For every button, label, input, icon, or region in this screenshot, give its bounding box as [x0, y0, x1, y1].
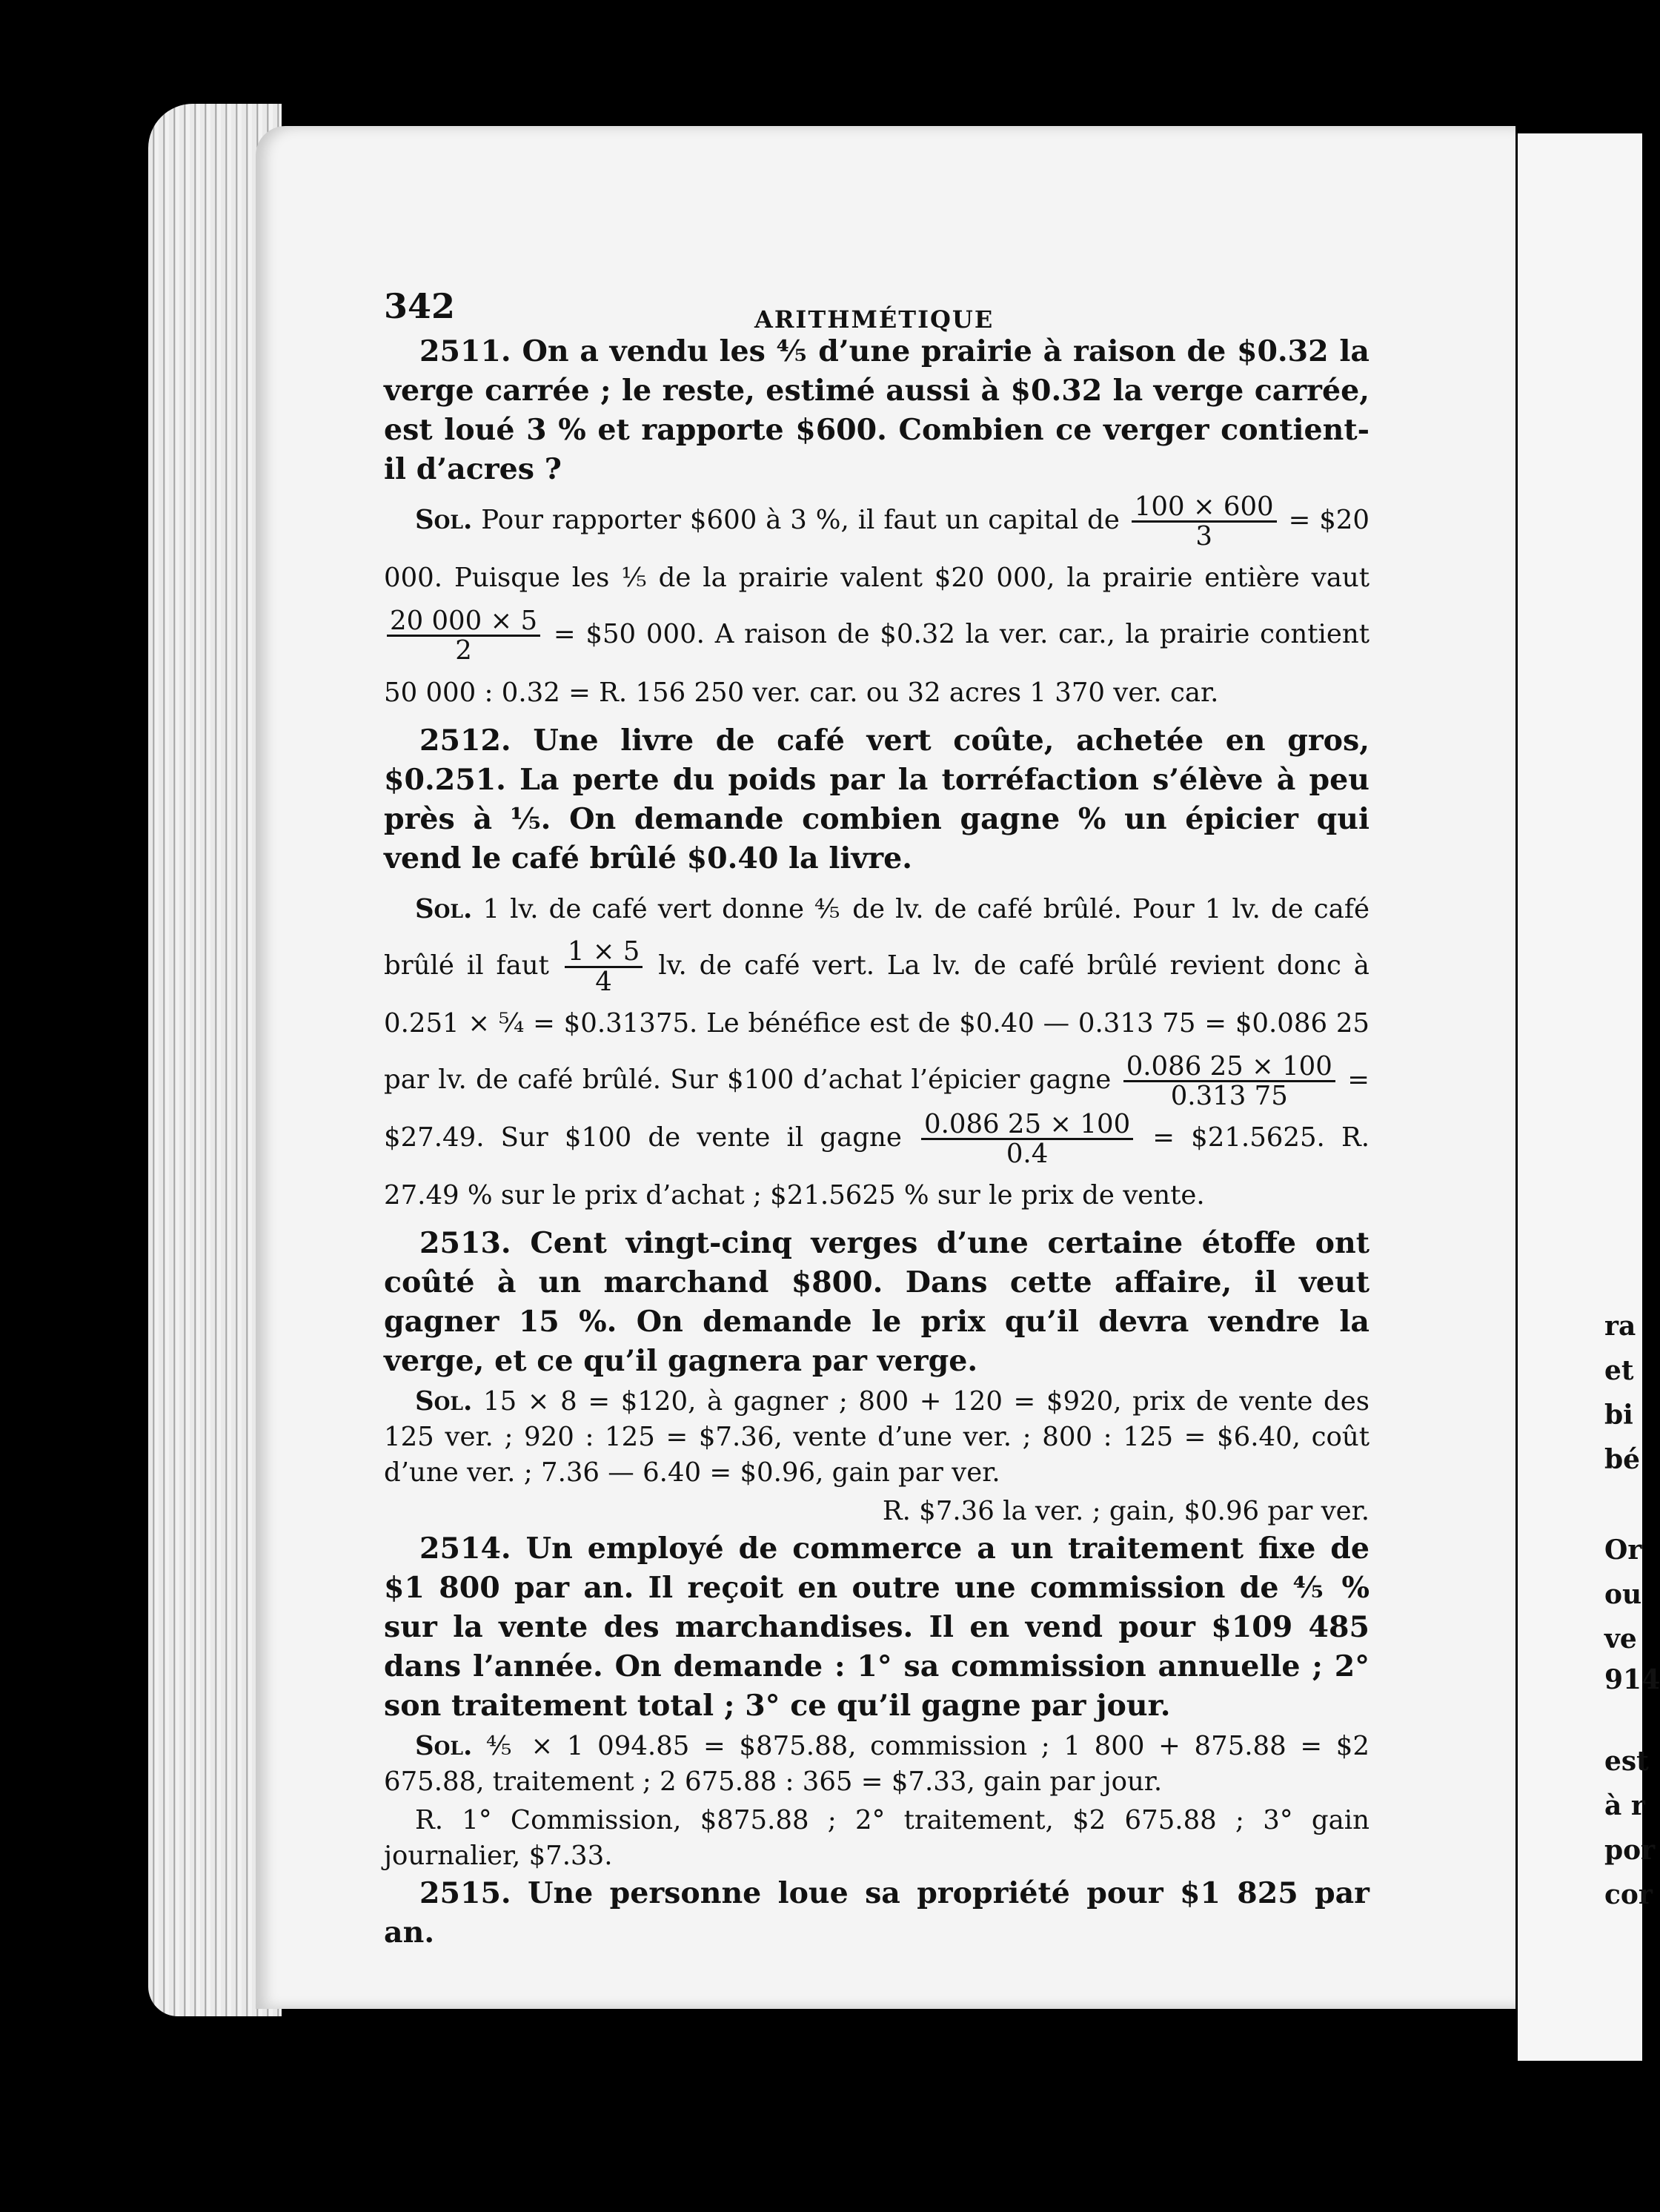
- solution-label: Sol.: [415, 505, 473, 535]
- next-page-fragment: bi: [1604, 1400, 1633, 1431]
- page-number: 342: [384, 286, 456, 326]
- fraction-numerator: 0.086 25 × 100: [921, 1110, 1133, 1140]
- problem-text: Cent vingt-cinq verges d’une certaine étoffe ont coûté à un marchand $800. Dans cette affaire, il veut gagner 15 %. On demande le prix qu’il devra vendre la verge, et ce qu’il gagnera par verge.: [384, 1226, 1370, 1379]
- solution-2514: [384, 1729, 1370, 1800]
- problem-number: 2513.: [419, 1226, 511, 1261]
- solution-text: = $20 000. Puisque les ⅕ de la prairie valent $20 000, la prairie entière vaut: [384, 505, 1370, 594]
- fraction-denominator: 2: [455, 635, 472, 666]
- fraction: [565, 938, 643, 996]
- solution-2511: [384, 492, 1370, 721]
- problem-text: Un employé de commerce a un traitement fixe de $1 800 par an. Il reçoit en outre une commission de ⅘ % sur la vente des marchandises. Il en vend pour $109 485 dans l’année. On demande : 1° sa commission annuelle ; 2° son traitement total ; 3° ce qu’il gagne par jour.: [384, 1531, 1370, 1723]
- solution-text: = $27.49. Sur $100 de vente il gagne: [384, 1064, 1370, 1153]
- fraction: [387, 607, 540, 665]
- next-page-fragment: ve: [1604, 1623, 1637, 1655]
- fraction-numerator: 0.086 25 × 100: [1123, 1053, 1335, 1082]
- fraction-denominator: 0.4: [1006, 1139, 1049, 1170]
- solution-text: lv. de café vert. La lv. de café brûlé revient donc à 0.251 × ⁵⁄₄ = $0.31375. Le bénéfice est de $0.40 — 0.313 75 = $0.086 25 par lv. de café brûlé. Sur $100 d’achat l’épicier gagne: [384, 950, 1370, 1095]
- answer-2514: R. 1° Commission, $875.88 ; 2° traitement, $2 675.88 ; 3° gain journalier, $7.33.: [384, 1805, 1370, 1872]
- problem-2511: [384, 332, 1370, 489]
- fraction-numerator: 1 × 5: [565, 938, 643, 967]
- solution-2512: [384, 881, 1370, 1225]
- solution-text: = $21.5625. R. 27.49 % sur le prix d’achat ; $21.5625 % sur le prix de vente.: [384, 1122, 1370, 1211]
- problem-2514: [384, 1529, 1370, 1726]
- fraction: [1123, 1050, 1335, 1111]
- fraction-denominator: 3: [1195, 521, 1213, 552]
- next-page-fragment: ra: [1604, 1311, 1636, 1342]
- problem-text: On a vendu les ⅘ d’une prairie à raison de $0.32 la verge carrée ; le reste, estimé aussi à $0.32 la verge carrée, est loué 3 % et rapporte $600. Combien ce verger contient-il d’acres ?: [384, 334, 1370, 486]
- next-page-fragment: à r: [1604, 1790, 1645, 1821]
- next-page-fragment: por: [1604, 1835, 1656, 1866]
- problem-number: 2512.: [419, 723, 511, 758]
- running-title: ARITHMÉTIQUE: [754, 305, 995, 334]
- solution-text: 15 × 8 = $120, à gagner ; 800 + 120 = $920, prix de vente des 125 ver. ; 920 : 125 = $7.36, vente d’une ver. ; 800 : 125 = $6.40, coût d’une ver. ; 7.36 — 6.40 = $0.96, gain par ver.: [384, 1386, 1370, 1489]
- fraction-denominator: 0.313 75: [1170, 1080, 1288, 1111]
- next-page-fragment: 914: [1604, 1664, 1660, 1695]
- solution-text: ⅘ × 1 094.85 = $875.88, commission ; 1 800 + 875.88 = $2 675.88, traitement ; 2 675.88 : 365 = $7.33, gain par jour.: [384, 1731, 1370, 1798]
- solution-label: Sol.: [415, 1386, 473, 1417]
- fraction-numerator: 20 000 × 5: [387, 607, 540, 637]
- problem-number: 2511.: [419, 334, 511, 368]
- next-page-fragment: est: [1604, 1746, 1649, 1777]
- next-page-fragment: ou: [1604, 1579, 1642, 1610]
- next-page-fragment: Or: [1604, 1534, 1642, 1566]
- problem-text: Une personne loue sa propriété pour $1 825 par an.: [384, 1876, 1370, 1950]
- problem-2515: [384, 1874, 1370, 1953]
- problem-2513: [384, 1224, 1370, 1381]
- solution-text: 1 lv. de café vert donne ⅘ de lv. de café brûlé. Pour 1 lv. de café brûlé il faut: [384, 893, 1370, 981]
- page-header: [384, 286, 1370, 332]
- fraction: [921, 1110, 1133, 1168]
- page-content: [384, 286, 1370, 1953]
- solution-label: Sol.: [415, 893, 473, 924]
- next-page-fragment: cor: [1604, 1879, 1653, 1910]
- problem-number: 2514.: [419, 1531, 511, 1566]
- fraction: [1132, 493, 1277, 551]
- problem-number: 2515.: [419, 1876, 511, 1911]
- solution-text: = $50 000. A raison de $0.32 la ver. car., la prairie contient 50 000 : 0.32 = R. 156 250 ver. car. ou 32 acres 1 370 ver. car.: [384, 619, 1370, 708]
- problem-text: Une livre de café vert coûte, achetée en gros, $0.251. La perte du poids par la torréfaction s’élève à peu près à ⅕. On demande combien gagne % un épicier qui vend le café brûlé $0.40 la livre.: [384, 723, 1370, 875]
- solution-label: Sol.: [415, 1731, 473, 1762]
- fraction-denominator: 4: [595, 966, 612, 997]
- solution-2513: [384, 1384, 1370, 1491]
- answer-2513: R. $7.36 la ver. ; gain, $0.96 par ver.: [882, 1496, 1370, 1527]
- next-page-fragment: bé: [1604, 1444, 1641, 1475]
- problem-2512: [384, 721, 1370, 878]
- fraction-numerator: 100 × 600: [1132, 493, 1277, 523]
- solution-text: Pour rapporter $600 à 3 %, il faut un capital de: [481, 505, 1120, 535]
- next-page-fragment: et: [1604, 1355, 1634, 1386]
